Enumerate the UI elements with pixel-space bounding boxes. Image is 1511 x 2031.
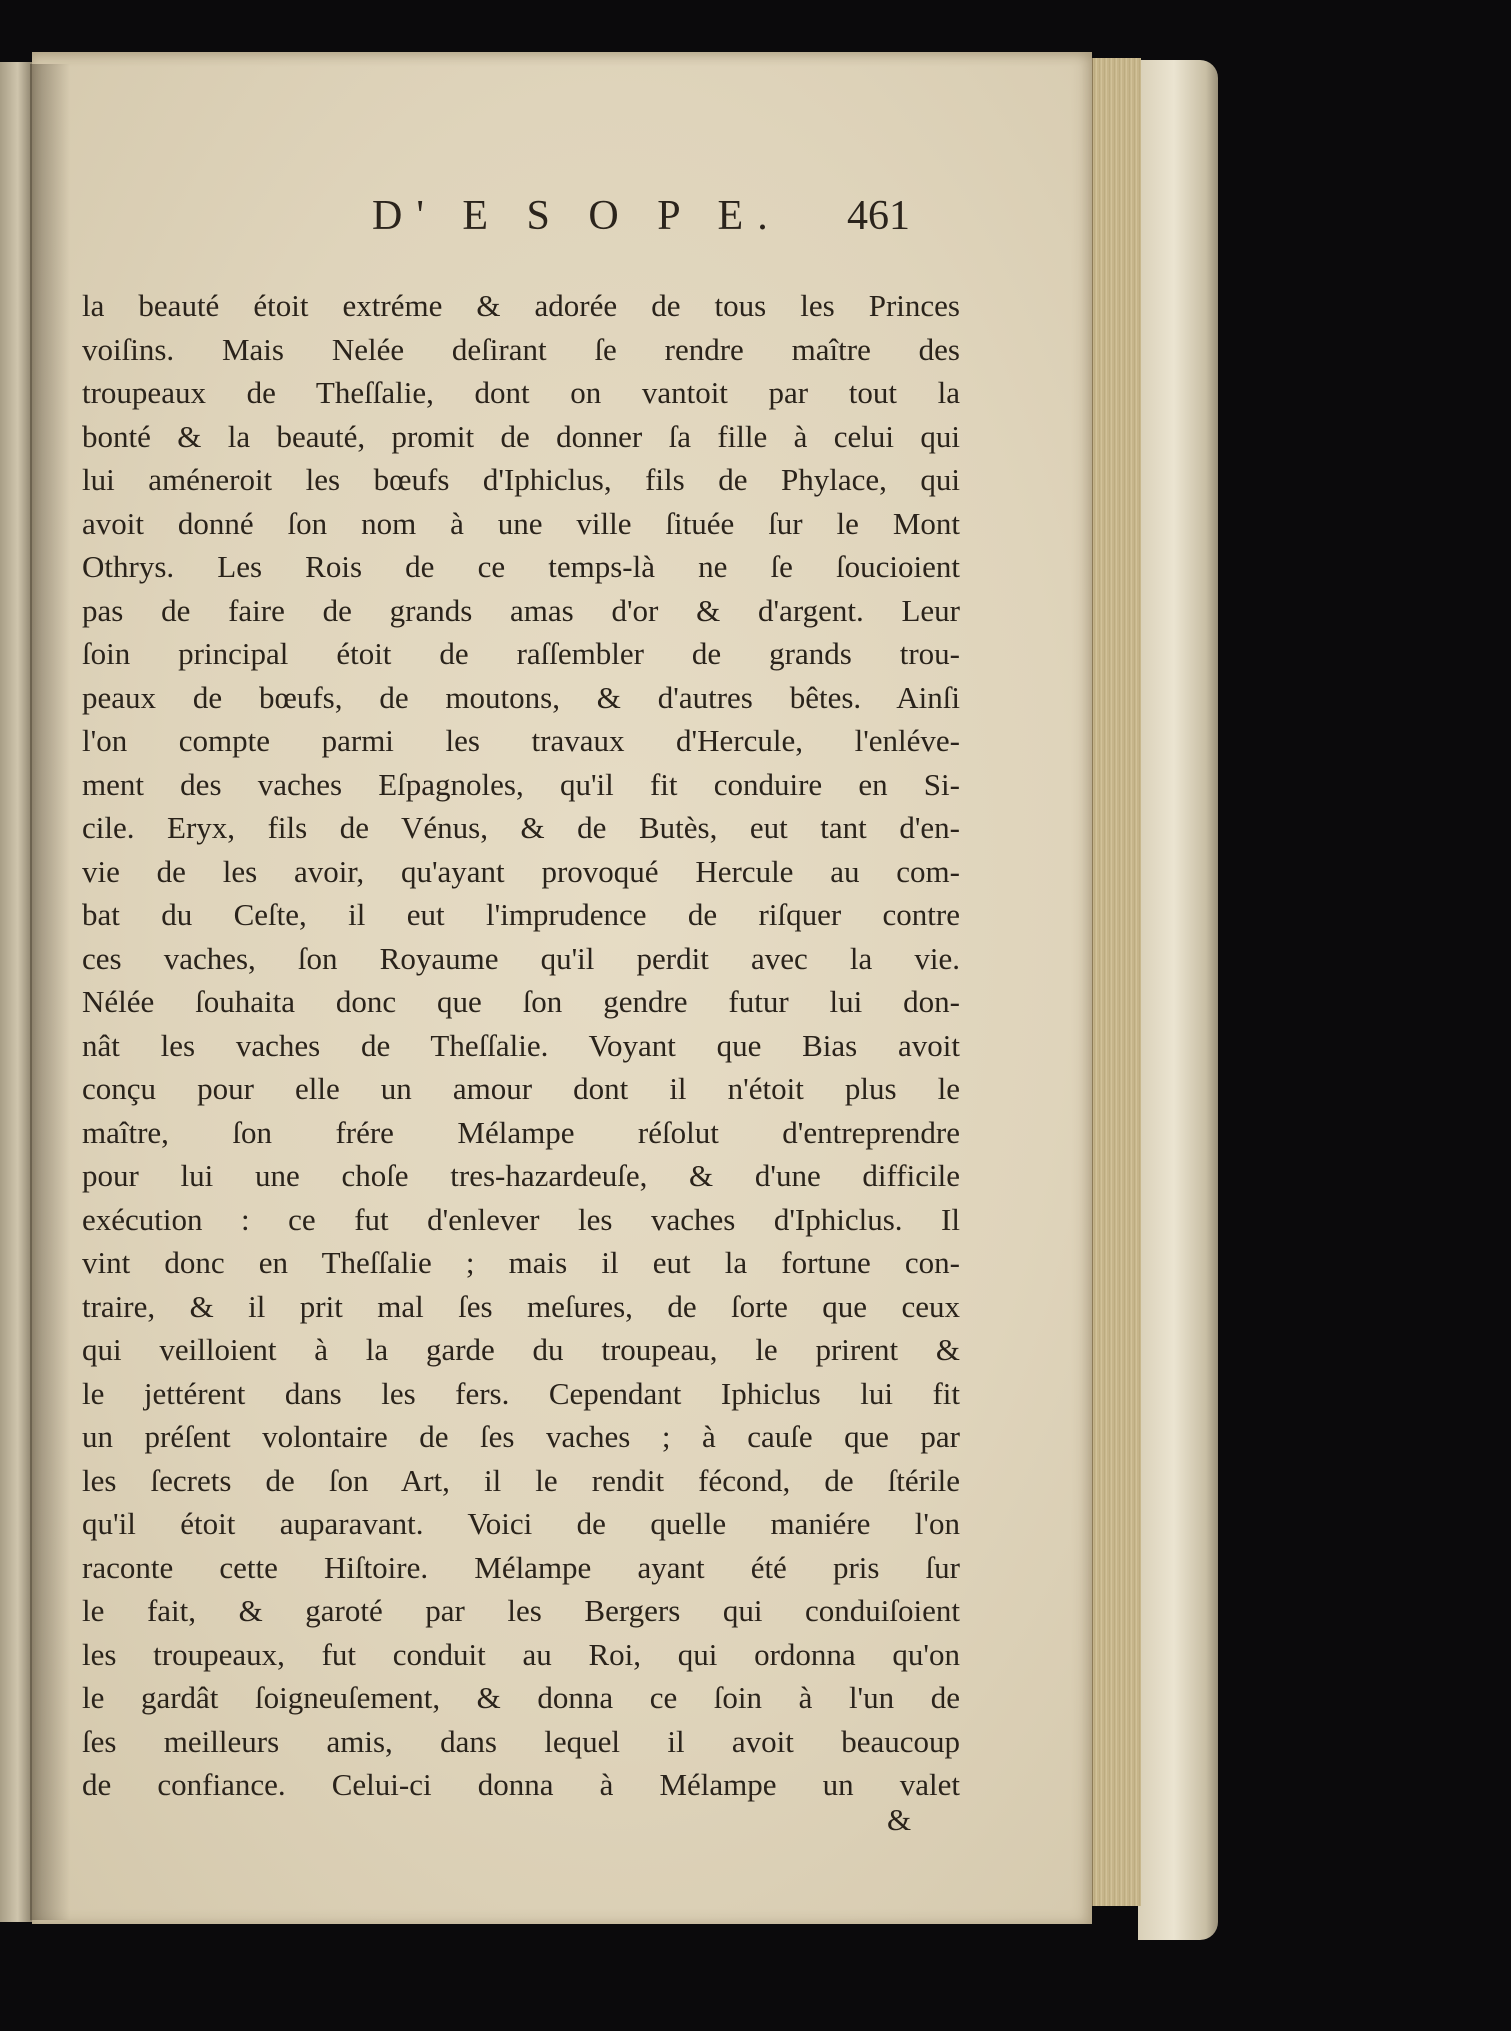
running-head — [32, 192, 1092, 252]
text-line: nât les vaches de Theſſalie. Voyant que Bias avoit — [82, 1027, 960, 1063]
text-line: qu'il étoit auparavant. Voici de quelle maniére l'on — [82, 1506, 960, 1541]
text-line: Othrys. Les Rois de ce temps-là ne ſe ſoucioient — [82, 549, 960, 584]
book-cover-edge — [1138, 60, 1218, 1940]
text-line: ment des vaches Eſpagnoles, qu'il fit conduire en Si- — [82, 766, 960, 802]
text-line: vie de les avoir, qu'ayant provoqué Hercule au com- — [82, 853, 960, 889]
text-line: ſoin principal étoit de raſſembler de grands trou- — [82, 636, 960, 671]
text-line: bat du Ceſte, il eut l'imprudence de riſquer contre — [82, 897, 960, 932]
text-line: le jettérent dans les fers. Cependant Iphiclus lui fit — [82, 1375, 960, 1411]
text-line: raconte cette Hiſtoire. Mélampe ayant été pris ſur — [82, 1549, 960, 1585]
text-line: le gardât ſoigneuſement, & donna ce ſoin à l'un de — [82, 1680, 960, 1715]
text-line: avoit donné ſon nom à une ville ſituée ſur le Mont — [82, 505, 960, 541]
gutter-shadow — [30, 64, 70, 1920]
text-line: pas de faire de grands amas d'or & d'argent. Leur — [82, 592, 960, 628]
page-block-edges — [1092, 58, 1141, 1906]
text-line: conçu pour elle un amour dont il n'étoit plus le — [82, 1071, 960, 1106]
text-line: peaux de bœufs, de moutons, & d'autres bêtes. Ainſi — [82, 679, 960, 715]
text-line: maître, ſon frére Mélampe réſolut d'entreprendre — [82, 1114, 960, 1150]
text-line: de confiance. Celui-ci donna à Mélampe un valet — [82, 1767, 960, 1802]
text-line: ſes meilleurs amis, dans lequel il avoit beaucoup — [82, 1723, 960, 1759]
text-line: pour lui une choſe tres-hazardeuſe, & d'une difficile — [82, 1158, 960, 1193]
text-line: le fait, & garoté par les Bergers qui conduiſoient — [82, 1593, 960, 1628]
page-number: 461 — [847, 193, 910, 239]
text-line: traire, & il prit mal ſes meſures, de ſorte que ceux — [82, 1288, 960, 1324]
book-page — [32, 52, 1092, 1924]
text-line: voiſins. Mais Nelée deſirant ſe rendre maître des — [82, 331, 960, 367]
text-line: un préſent volontaire de ſes vaches ; à cauſe que par — [82, 1419, 960, 1454]
text-line: vint donc en Theſſalie ; mais il eut la fortune con- — [82, 1245, 960, 1280]
text-line: l'on compte parmi les travaux d'Hercule, l'enléve- — [82, 723, 960, 758]
text-line: les ſecrets de ſon Art, il le rendit fécond, de ſtérile — [82, 1462, 960, 1498]
text-line: ces vaches, ſon Royaume qu'il perdit avec la vie. — [82, 940, 960, 976]
text-line: exécution : ce fut d'enlever les vaches d'Iphiclus. Il — [82, 1201, 960, 1237]
catchword: & — [887, 1802, 912, 1837]
text-line: lui améneroit les bœufs d'Iphiclus, fils de Phylace, qui — [82, 462, 960, 497]
text-line: la beauté étoit extréme & adorée de tous les Princes — [82, 288, 960, 323]
text-line: Nélée ſouhaita donc que ſon gendre futur lui don- — [82, 984, 960, 1019]
running-head-title: D' E S O P E. — [372, 193, 782, 239]
text-line: les troupeaux, fut conduit au Roi, qui ordonna qu'on — [82, 1636, 960, 1672]
text-line: troupeaux de Theſſalie, dont on vantoit par tout la — [82, 375, 960, 410]
text-line: cile. Eryx, fils de Vénus, & de Butès, eut tant d'en- — [82, 810, 960, 845]
previous-page-edge — [0, 62, 34, 1922]
body-text — [82, 284, 960, 1807]
text-line: qui veilloient à la garde du troupeau, le prirent & — [82, 1332, 960, 1367]
text-line: bonté & la beauté, promit de donner ſa fille à celui qui — [82, 418, 960, 454]
